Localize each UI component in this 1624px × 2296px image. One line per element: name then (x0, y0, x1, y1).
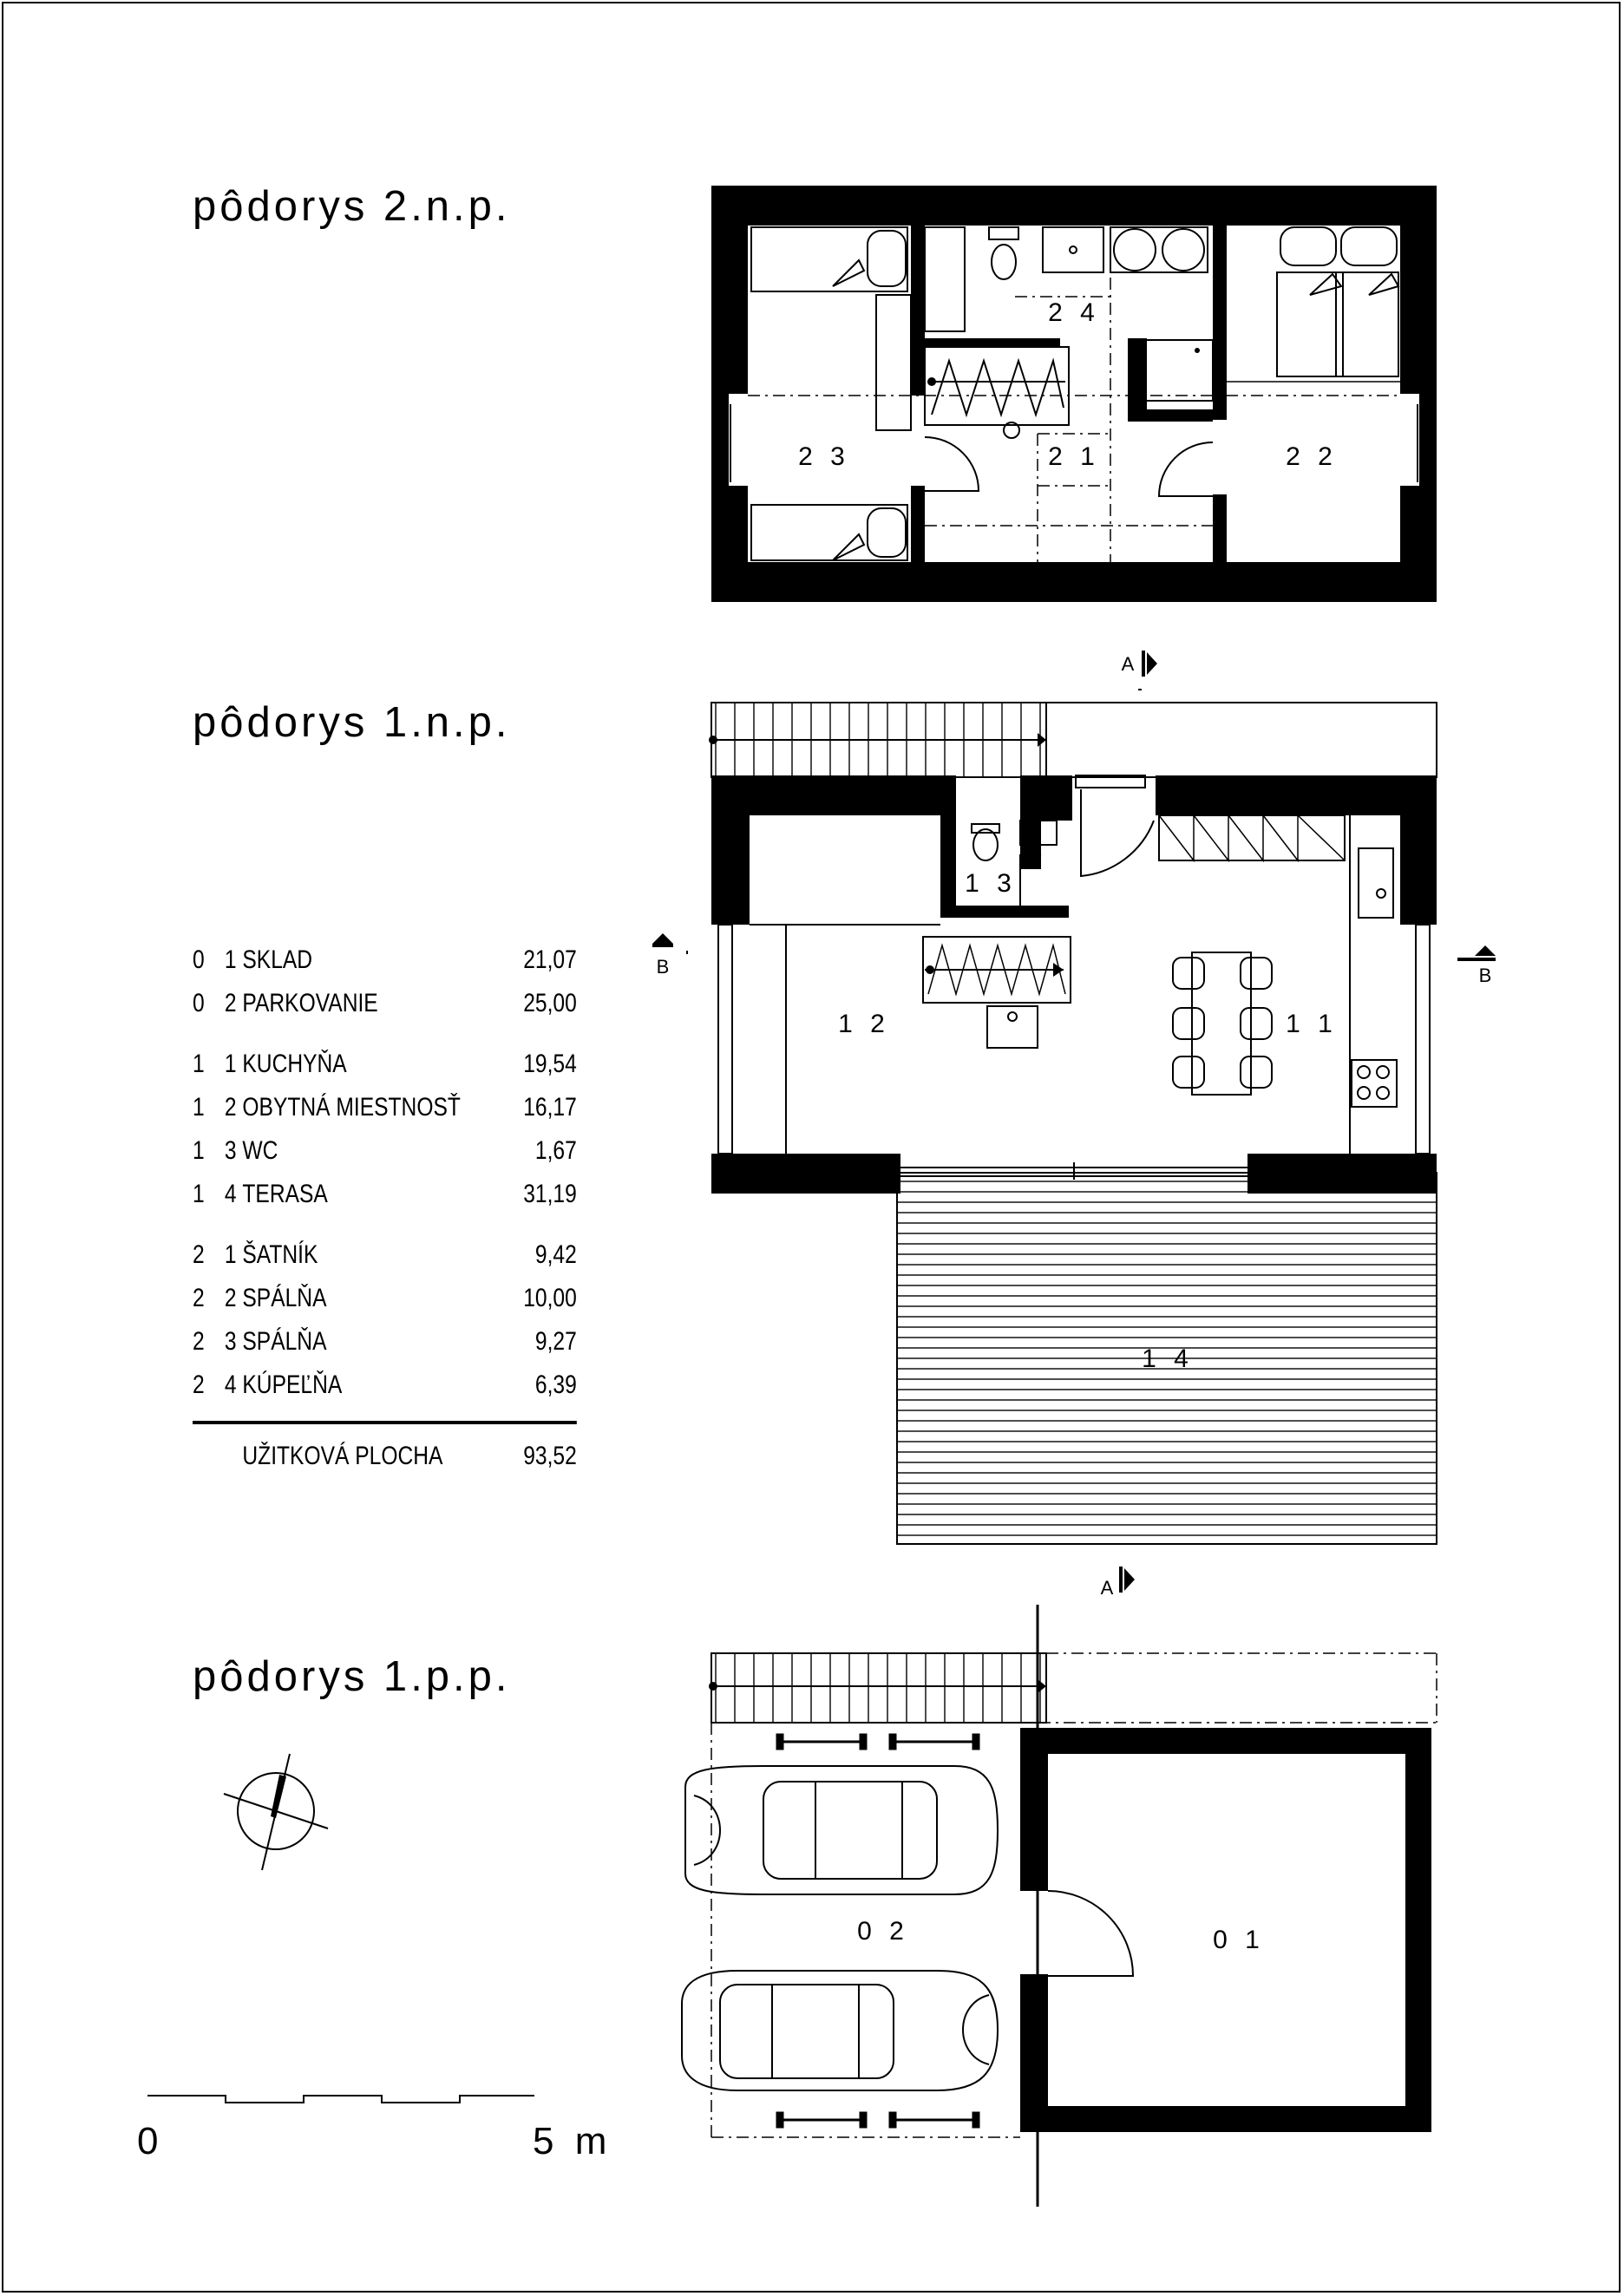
legend-row: 0 1 SKLAD 21,07 (193, 945, 577, 974)
north-arrow-icon (224, 1754, 328, 1870)
floor-2-plan (711, 186, 1437, 602)
title-floor-2: pôdorys 2.n.p. (193, 183, 511, 230)
room-label-01: 0 1 (1213, 1926, 1265, 1954)
section-label-a: A (1121, 653, 1135, 675)
room-label-23: 2 3 (798, 442, 850, 471)
legend-row: 1 2 OBYTNÁ MIESTNOSŤ 16,17 (193, 1093, 577, 1122)
title-floor-1: pôdorys 1.n.p. (193, 699, 511, 746)
room-label-02: 0 2 (857, 1917, 909, 1946)
legend-row: 1 4 TERASA 31,19 (193, 1180, 577, 1208)
room-label-24: 2 4 (1048, 298, 1100, 327)
scale-bar (147, 2096, 534, 2103)
legend-row: 2 3 SPÁLŇA 9,27 (193, 1327, 577, 1356)
legend-total-row: UŽITKOVÁ PLOCHA 93,52 (242, 1442, 577, 1470)
room-label-14: 1 4 (1142, 1344, 1194, 1373)
room-label-21: 2 1 (1048, 442, 1100, 471)
legend-row: 1 1 KUCHYŇA 19,54 (193, 1050, 577, 1078)
room-label-12: 1 2 (838, 1010, 890, 1038)
legend-row: 2 4 KÚPEĽŇA 6,39 (193, 1370, 577, 1399)
legend-row: 0 2 PARKOVANIE 25,00 (193, 989, 577, 1017)
section-label-a: A (1100, 1577, 1114, 1599)
legend-row: 2 1 ŠATNÍK 9,42 (193, 1240, 577, 1269)
section-label-b: B (656, 956, 670, 978)
car-icon (685, 1766, 998, 1894)
room-label-22: 2 2 (1286, 442, 1338, 471)
room-label-11: 1 1 (1286, 1010, 1338, 1038)
room-label-13: 1 3 (965, 869, 1017, 898)
floor-1-plan (709, 703, 1437, 1544)
scale-end-label: 5 m (533, 2120, 612, 2162)
legend-row: 2 2 SPÁLŇA 10,00 (193, 1284, 577, 1312)
section-label-b: B (1478, 965, 1492, 986)
car-icon (682, 1971, 998, 2090)
scale-start-label: 0 (137, 2120, 164, 2162)
basement-plan (682, 1605, 1437, 2207)
title-basement: pôdorys 1.p.p. (193, 1653, 511, 1700)
legend-row: 1 3 WC 1,67 (193, 1136, 577, 1165)
